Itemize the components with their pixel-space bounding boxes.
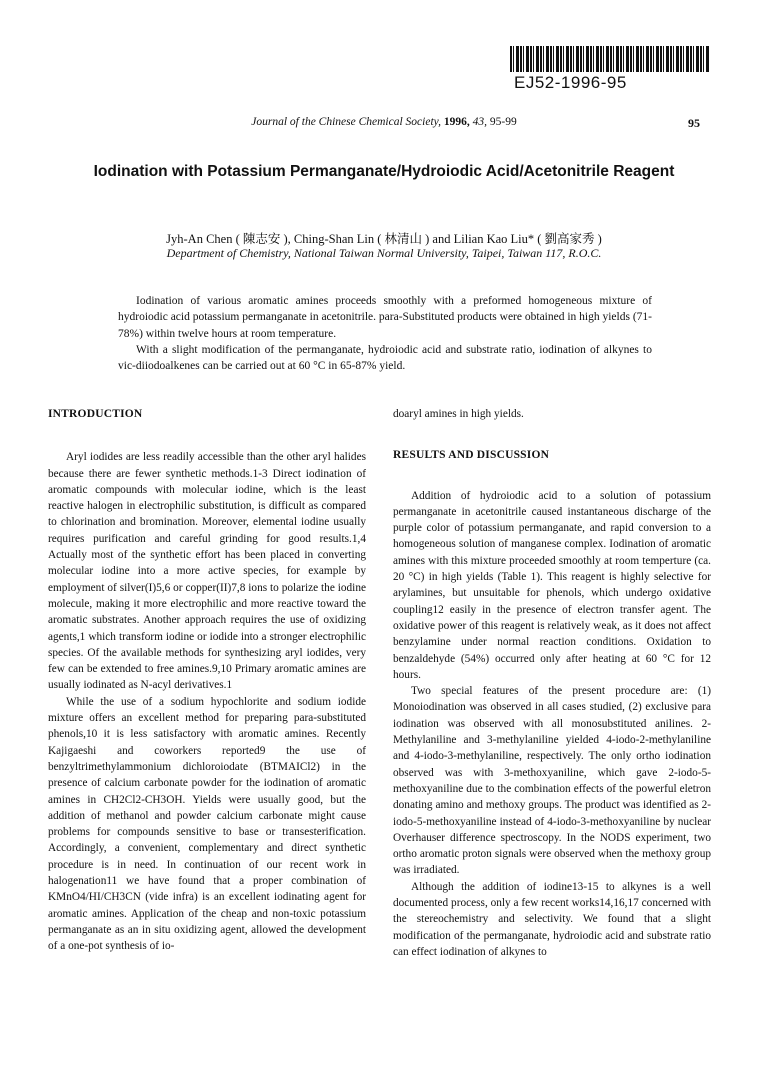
- body-paragraph: Two special features of the present procedure are: (1) Monoiodination was observed in all cases studied, (2) exclusive para iodination was observed with all monosubstituted anilines. 2-Methylaniline and 3-methylaniline yielded 4-iodo-2-methylaniline and 4-iodo-3-methylaniline, respectively. The only ortho iodination observed was with 3-methoxyaniline, which gave 2-iodo-5-methoxyaniline due to the combination effects of the powerful eletron donating amino and methoxy groups. The product was identified as 2-iodo-5-methoxyaniline instead of 4-iodo-3-methoxyaniline by nuclear Overhauser difference spectroscopy. In the NODS experiment, two ortho aromatic proton signals were observed when the methoxy group was irradiated.: [393, 685, 711, 877]
- journal-citation: [0, 116, 768, 128]
- journal-volume: 43,: [472, 116, 487, 128]
- right-column: [393, 406, 711, 960]
- author-list: Jyh-An Chen ( 陳志安 ), Ching-Shan Lin ( 林清山 ) and Lilian Kao Liu* ( 劉高家秀 ): [166, 232, 602, 246]
- paper-title: Iodination with Potassium Permanganate/Hydroiodic Acid/Acetonitrile Reagent: [93, 163, 675, 180]
- body-paragraph-continuation: doaryl amines in high yields.: [393, 408, 524, 420]
- body-paragraph: Aryl iodides are less readily accessible than the other aryl halides because there are fewer synthetic methods.1-3 Direct iodination of aromatic compounds with molecular iodine, which is the least reactive halogen in electrophilic substitution, is difficult as compared to chlorination and bromination. Moreover, elemental iodine usually requires purification and careful grinding for good results.1,4 Actually most of the synthetic effort has been placed in converting molecular iodine into a more active species, for example by employment of silver(I)5,6 or copper(II)7,8 ions to polarize the iodine molecule, making it more electrophilic and more reactive toward the aromatic substrates. Another approach requires the use of oxidizing agents,1 which transform iodine or iodide into a stronger electrophilic species. Of the available methods for synthesizing aryl iodides, very few can be extended to free amines.9,10 Primary aromatic amines are usually iodinated as N-acyl derivatives.1: [48, 451, 366, 692]
- abstract: [118, 293, 652, 374]
- journal-name: Journal of the Chinese Chemical Society,: [251, 116, 441, 128]
- section-heading-introduction: INTRODUCTION: [48, 408, 143, 420]
- body-paragraph: Addition of hydroiodic acid to a solution of potassium permanganate in acetonitrile caused instantaneous discharge of the purple color of potassium permanganate, and rapid conversion to a homogeneous solution of manganese complex. Iodination of aromatic amines with this mixture proceeded smoothly at room temperture (ca. 20 °C) in high yields (Table 1). This reagent is highly selective for arylamines, but unsuitable for phenols, which undergo oxidative coupling12 easily in the presence of electron transfer agent. The oxidative power of this reagent is relatively weak, as it does not affect benzylamine under normal reaction conditions. Oxidation to benzaldehyde (54%) occurred only after heating at 60 °C for 12 hours.: [393, 489, 711, 681]
- left-column: [48, 406, 366, 955]
- barcode-image: [510, 46, 710, 72]
- affiliation: Department of Chemistry, National Taiwan Normal University, Taipei, Taiwan 117, R.O.C.: [166, 246, 602, 260]
- journal-pages: 95-99: [489, 116, 517, 128]
- page-number: 95: [688, 116, 700, 130]
- section-heading-results: RESULTS AND DISCUSSION: [393, 449, 550, 462]
- document-id: EJ52-1996-95: [514, 73, 627, 92]
- abstract-paragraph: With a slight modification of the permanganate, hydroiodic acid and substrate ratio, iodination of alkynes to vic-diiodoalkenes can be carried out at 60 °C in 65-87% yield.: [118, 343, 652, 373]
- abstract-paragraph: Iodination of various aromatic amines proceeds smoothly with a preformed homogeneous mixture of hydroiodic acid potassium permanganate in acetonitrile. para-Substituted products were obtained in high yields (71-78%) within twelve hours at room temperature.: [118, 295, 652, 340]
- body-paragraph: Although the addition of iodine13-15 to alkynes is a well documented process, only a few recent works14,16,17 concerned with the stereochemistry and selectivity. We found that a slight modification of the permanganate, hydroiodic acid and substrate ratio can effect iodination of alkynes to: [393, 880, 711, 958]
- journal-year: 1996,: [443, 116, 470, 128]
- body-paragraph: While the use of a sodium hypochlorite and sodium iodide mixture offers an excellent method for preparing para-substituted phenols,10 it is less satisfactory with aromatic amines. Recently Kajigaeshi and coworkers reported9 the use of benzyltrimethylammonium dichloroiodate (BTMAICl2) in the presence of calcium carbonate powder for the iodination of aromatic amines in CH2Cl2-CH3OH. Yields were usually good, but the addition of methanol and powder calcium carbonate might cause problems for compounds sensitive to base or transesterification. Accordingly, a convenient, complementary and direct synthetic procedure is in need. In continuation of our recent work in halogenation11 we have found that a proper combination of KMnO4/HI/CH3CN (vide infra) is an excellent iodinating agent for aromatic amines. Application of the cheap and non-toxic potassium permanganate as an in situ oxidizing agent, allowed the development of a one-pot synthesis of io-: [48, 695, 366, 953]
